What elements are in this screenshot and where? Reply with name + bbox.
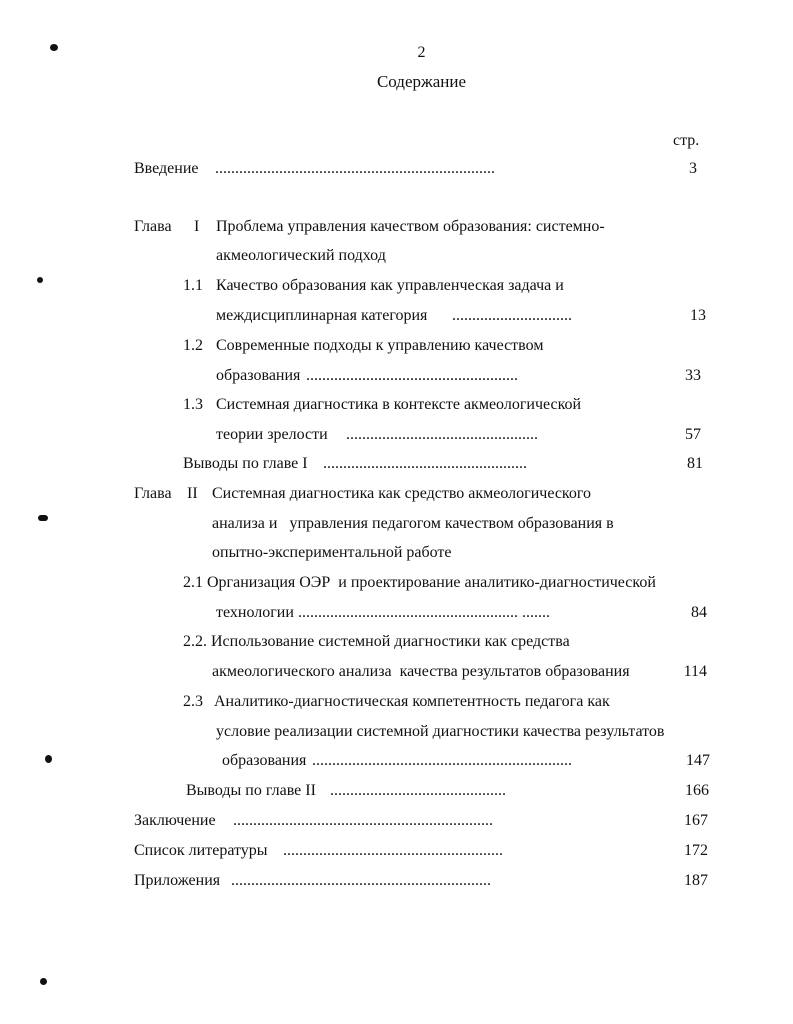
toc-leader: ..................................................... <box>306 367 518 384</box>
toc-leader: ................................................................. <box>231 872 491 889</box>
toc-leader: .............................. <box>452 307 572 324</box>
toc-entry-title: Заключение <box>134 812 216 829</box>
toc-page-number: 81 <box>687 455 703 472</box>
chapter-title: Системная диагностика как средство акмеологического <box>212 485 592 502</box>
toc-page-number: 166 <box>685 782 709 799</box>
toc-entry-title: Приложения <box>134 872 221 889</box>
chapter-conclusions: Выводы по главе II <box>186 782 316 799</box>
scan-speck <box>37 277 43 283</box>
page-number: 2 <box>417 44 426 61</box>
chapter-numeral: I <box>194 218 200 235</box>
chapter-title: анализа и управления педагогом качеством образования в <box>212 515 614 532</box>
section-title: 2.1 Организация ОЭР и проектирование аналитико-диагностической <box>183 574 656 591</box>
scan-speck <box>38 515 48 521</box>
chapter-conclusions: Выводы по главе I <box>183 455 308 472</box>
toc-leader: ....................................................... <box>283 842 503 859</box>
toc-leader: ...................................................................... <box>215 160 495 177</box>
toc-page-number: 147 <box>686 752 710 769</box>
section-title: междисциплинарная категория <box>216 307 428 324</box>
chapter-numeral: II <box>187 485 198 502</box>
toc-entry-title: Список литературы <box>134 842 268 859</box>
toc-leader: ................................................................. <box>233 812 493 829</box>
toc-page-number: 167 <box>684 812 708 829</box>
section-title: условие реализации системной диагностики качества результатов <box>216 723 665 740</box>
toc-entry-title: Введение <box>134 160 199 177</box>
toc-page-number: 114 <box>683 663 707 680</box>
scan-speck <box>45 755 52 763</box>
toc-page-number: 13 <box>690 307 706 324</box>
section-title: образования <box>216 367 301 384</box>
toc-leader: ....................................................... ....... <box>298 604 550 621</box>
chapter-title: акмеологический подход <box>216 247 386 264</box>
toc-page-number: 57 <box>685 426 701 443</box>
toc-leader: ................................................ <box>346 426 538 443</box>
toc-page-number: 84 <box>691 604 707 621</box>
section-title: образования <box>222 752 307 769</box>
section-title: теории зрелости <box>216 426 328 443</box>
section-title: технологии <box>216 604 294 621</box>
section-number: 1.1 <box>183 277 203 294</box>
chapter-label: Глава <box>134 485 172 502</box>
chapter-label: Глава <box>134 218 172 235</box>
toc-leader: ............................................ <box>330 782 506 799</box>
section-title: Аналитико-диагностическая компетентность педагога как <box>214 693 610 710</box>
section-title: Системная диагностика в контексте акмеологической <box>216 396 582 413</box>
section-number: 2.3 <box>183 693 203 710</box>
toc-page-number: 172 <box>684 842 708 859</box>
section-title: Качество образования как управленческая задача и <box>216 277 564 294</box>
section-title: Современные подходы к управлению качеством <box>216 337 544 354</box>
chapter-title: опытно-экспериментальной работе <box>212 544 452 561</box>
toc-leader: ................................................... <box>323 455 527 472</box>
section-number: 1.2 <box>183 337 203 354</box>
toc-page-number: 33 <box>685 367 701 384</box>
page-title: Содержание <box>376 72 467 91</box>
page-column-label: стр. <box>673 132 700 149</box>
section-number: 1.3 <box>183 396 203 413</box>
toc-page-number: 187 <box>684 872 708 889</box>
section-title: акмеологического анализа качества результатов образования <box>212 663 630 680</box>
chapter-title: Проблема управления качеством образования: системно- <box>216 218 605 235</box>
toc-page-number: 3 <box>689 160 697 177</box>
section-title: 2.2. Использование системной диагностики как средства <box>183 633 570 650</box>
toc-leader: ................................................................. <box>312 752 572 769</box>
scan-speck <box>40 978 47 985</box>
